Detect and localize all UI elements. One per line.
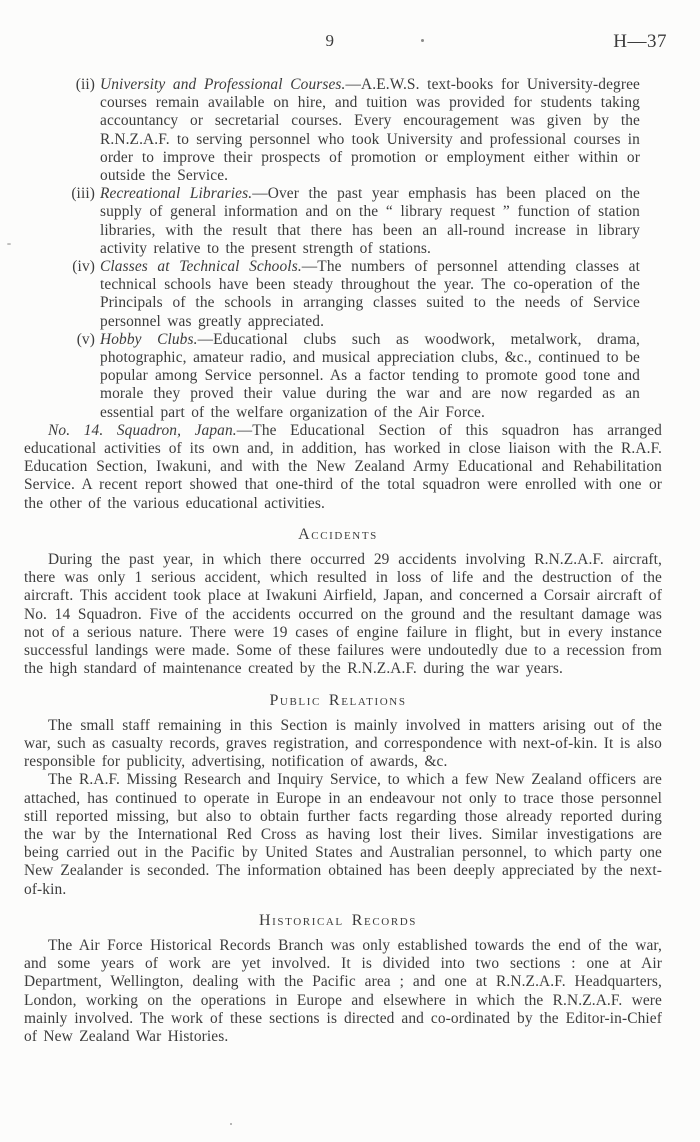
list-item-text: —Educational clubs such as woodwork, metalwork, drama, photographic, amateur radio, and musical appreciation clubs, &c., continued to be popular among Service personnel. As a factor tending to promote good tone and morale they proved their value during the war and are now regarded as an essential part of the welfare organization of the Air Force. — [100, 330, 640, 421]
list-item-title: Classes at Technical Schools. — [100, 258, 302, 276]
document-reference: H—37 — [613, 31, 667, 52]
section-heading-historical-records: Historical Records — [258, 911, 418, 929]
running-head — [24, 31, 667, 53]
paragraph-lead-in: No. 14. Squadron, Japan. — [48, 421, 237, 439]
list-item-hobby-clubs — [76, 330, 640, 422]
list-item-technical-schools — [72, 258, 640, 331]
list-item-university-courses — [75, 76, 640, 185]
paragraph-public-relations-1: The small staff remaining in this Section is mainly involved in matters arising out of the war, such as casualty records, graves registration, and correspondence with next-of-kin. It is also responsible for publicity, advertising, notification of awards, &c. — [24, 716, 662, 771]
page-body — [24, 76, 662, 1046]
page-number: 9 — [325, 31, 335, 50]
list-item-text: —The numbers of personnel attending classes at technical schools have been steady throughout the year. The co-operation of the Principals of the schools in arranging classes suited to the needs of Service personnel was greatly appreciated. — [100, 258, 640, 330]
list-item-recreational-libraries — [71, 185, 640, 258]
list-item-text: —A.E.W.S. text-books for University-degree courses remain available on hire, and tuition was provided for students taking accountancy or secretarial courses. Every encouragement was given by the R.N.Z.A.F. to serving personnel who took University and professional courses in order to improve their prospects of promotion or employment either within or outside the Service. — [100, 76, 640, 185]
paragraph-squadron-japan — [24, 422, 662, 513]
list-item-label: (v) — [76, 330, 95, 348]
list-item-label: (iv) — [72, 258, 95, 276]
paragraph-historical-records: The Air Force Historical Records Branch was only established towards the end of the war, and some years of work are yet involved. It is divided into two sections : one at Air Department, Wellington, dealing with the Pacific area ; and one at R.N.Z.A.F. Headquarters, London, working on the operations in Europe and elsewhere in which the R.N.Z.A.F. were mainly involved. The work of these sections is directed and co-ordinated by the Editor-in-Chief of New Zealand War Histories. — [24, 936, 662, 1045]
paragraph-public-relations-2: The R.A.F. Missing Research and Inquiry Service, to which a few New Zealand officers are attached, has continued to operate in Europe in an endeavour not only to trace those personnel still reported missing, but also to obtain further facts regarding those already reported during the war by the International Red Cross as having lost their lives. Similar investigations are being carried out in the Pacific by United States and Australian personnel, to which party one New Zealander is seconded. The information obtained has been deeply appreciated by the next-of-kin. — [24, 771, 662, 898]
list-item-title: Hobby Clubs. — [100, 330, 198, 348]
paragraph-text: —The Educational Section of this squadron has arranged educational activities of its own and, in addition, has worked in close liaison with the R.A.F. Education Section, Iwakuni, and with the New Zealand Army Educational and Rehabilitation Service. A recent report showed that one-third of the total squadron were enrolled with one or the other of the various educational activities. — [24, 421, 662, 512]
list-item-label: (ii) — [75, 76, 95, 93]
scan-speck — [230, 1123, 232, 1125]
section-heading-accidents: Accidents — [298, 525, 378, 543]
document-page — [0, 31, 700, 1046]
list-item-title: Recreational Libraries. — [100, 185, 253, 203]
section-heading-public-relations: Public Relations — [269, 691, 407, 709]
list-item-label: (iii) — [71, 185, 95, 203]
paragraph-accidents: During the past year, in which there occurred 29 accidents involving R.N.Z.A.F. aircraft, there was only 1 serious accident, which resulted in loss of life and the destruction of the aircraft. This accident took place at Iwakuni Airfield, Japan, and concerned a Corsair aircraft of No. 14 Squadron. Five of the accidents occurred on the ground and the resultant damage was not of a serious nature. There were 19 cases of engine failure in flight, but in every instance successful landings were made. Some of these failures were undoutedly due to a recession from the high standard of maintenance created by the R.N.Z.A.F. during the war years. — [24, 551, 662, 678]
list-item-title: University and Professional Courses. — [100, 76, 346, 93]
list-item-text: —Over the past year emphasis has been placed on the supply of general information and on the “ library request ” function of station libraries, with the result that there has been an all-round increase in library activity relative to the present strength of stations. — [100, 185, 640, 257]
scanned-report-page — [0, 31, 700, 1142]
